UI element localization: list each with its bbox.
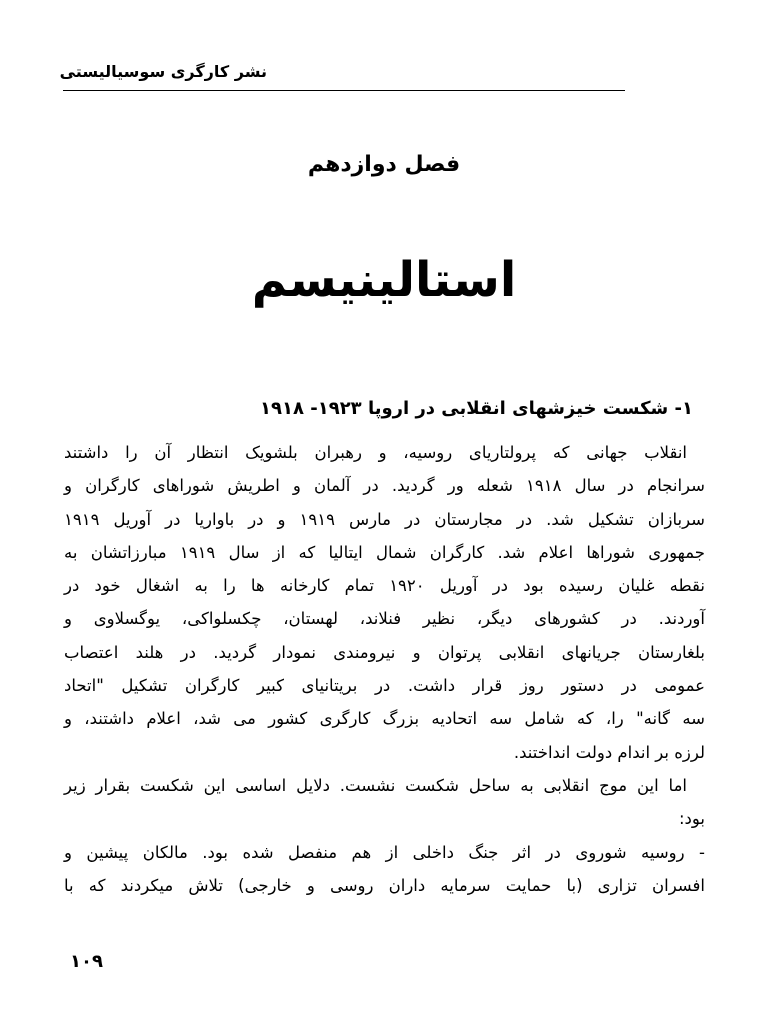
body-text [64, 436, 705, 902]
chapter-heading: فصل دوازدهم [307, 152, 461, 177]
text-line: سربازان تشکیل شد. در مجارستان در مارس ۱۹۱۹ و در باواریا در آوریل ۱۹۱۹ [64, 509, 705, 529]
text-line: عمومی در دستور روز قرار داشت. در بریتانیای کبیر کارگران تشکیل "اتحاد [64, 676, 705, 696]
text-line: جمهوری شوراها اعلام شد. کارگران شمال ایتالیا که از سال ۱۹۱۹ مبارزاتشان به [64, 542, 705, 562]
text-line: بود: [678, 809, 705, 829]
header-title: نشر کارگری سوسیالیستی [59, 62, 267, 81]
text-line: آوردند. در کشورهای دیگر، نظیر فنلاند، لهستان، چکسلواکی، یوگسلاوی و [64, 609, 705, 629]
running-header [59, 62, 625, 91]
page-title: استالینیسم [251, 252, 517, 308]
page-number: ۱۰۹ [70, 951, 103, 972]
text-line: انقلاب جهانی که پرولتاریای روسیه، و رهبران بلشویک انتظار آن را داشتند [64, 443, 687, 462]
text-line: سه گانه" را، که شامل سه اتحادیه بزرگ کارگری کشور می شد، اعلام داشتند، و [64, 709, 705, 729]
text-line: - روسیه شوروی در اثر جنگ داخلی از هم منفصل شده بود. مالکان پیشین و [64, 842, 705, 862]
text-line: اما این موج انقلابی به ساحل شکست نشست. دلایل اساسی این شکست بقرار زیر [64, 775, 687, 795]
text-line: سرانجام در سال ۱۹۱۸ شعله ور گردید. در آلمان و اطریش شوراهای کارگران و [64, 476, 705, 496]
text-line: نقطه غلیان رسیده بود در آوریل ۱۹۲۰ تمام کارخانه ها را به اشغال خود در [64, 576, 705, 596]
text-line: بلغارستان جریانهای انقلابی پرتوان و نیرومندی نمودار گردید. در هلند اعتصاب [64, 642, 705, 662]
text-line: افسران تزاری (با حمایت سرمایه داران روسی و خارجی) تلاش میکردند که با [64, 875, 705, 895]
text-line: لرزه بر اندام دولت انداختند. [513, 742, 705, 762]
section-heading: ۱- شکست خیزشهای انقلابی در اروپا ۱۹۲۳- ۱۹۱۸ [260, 398, 693, 419]
